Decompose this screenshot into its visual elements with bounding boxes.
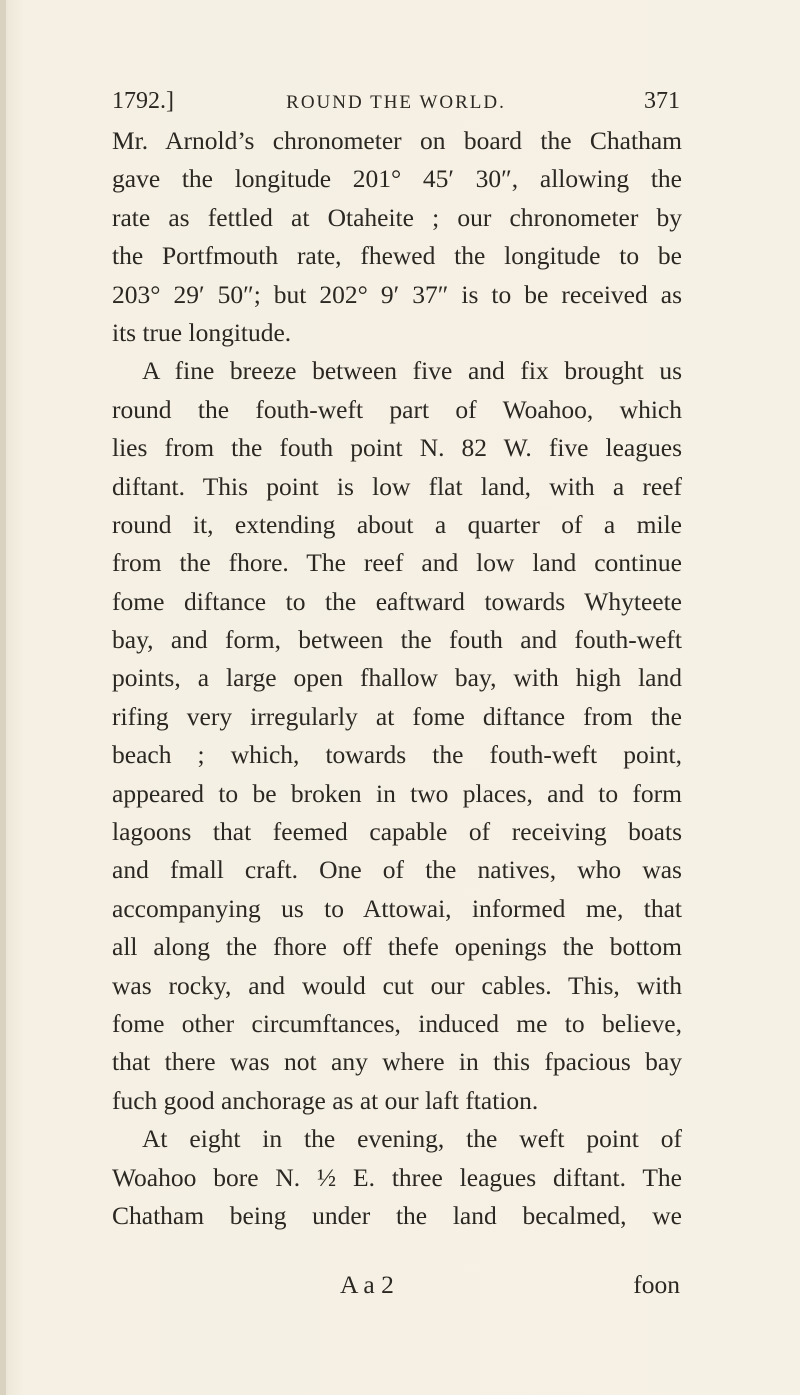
text-line: accompanying us to Attowai, informed me, that bbox=[112, 893, 682, 923]
text-line: diftant. This point is low flat land, with a reef bbox=[112, 471, 682, 501]
header-page-number: 371 bbox=[644, 88, 680, 114]
text-line: fuch good anchorage as at our laft ftation. bbox=[112, 1085, 539, 1115]
running-header bbox=[112, 88, 680, 122]
text-line: rate as fettled at Otaheite ; our chronometer by bbox=[112, 202, 682, 232]
text-line: fome other circumftances, induced me to believe, bbox=[112, 1008, 682, 1038]
text-line: and fmall craft. One of the natives, who was bbox=[112, 855, 682, 885]
text-line: gave the longitude 201° 45′ 30″, allowing the bbox=[112, 164, 682, 194]
text-line: the Portfmouth rate, fhewed the longitude to be bbox=[112, 241, 682, 271]
text-line: lies from the fouth point N. 82 W. five leagues bbox=[112, 433, 682, 463]
text-line: its true longitude. bbox=[112, 317, 292, 347]
header-running-title: ROUND THE WORLD. bbox=[286, 92, 506, 113]
text-line: that there was not any where in this fpacious bay bbox=[112, 1047, 682, 1077]
page-footer bbox=[112, 1270, 680, 1304]
text-line: round it, extending about a quarter of a mile bbox=[112, 509, 682, 539]
text-line: beach ; which, towards the fouth-weft point, bbox=[112, 740, 682, 770]
text-line: Mr. Arnold’s chronometer on board the Chatham bbox=[112, 126, 682, 155]
text-line: bay, and form, between the fouth and fouth-weft bbox=[112, 625, 682, 655]
text-line: from the fhore. The reef and low land continue bbox=[112, 548, 682, 578]
catchword: foon bbox=[633, 1270, 680, 1299]
text-line: 203° 29′ 50″; but 202° 9′ 37″ is to be received as bbox=[112, 279, 682, 309]
page-gutter bbox=[0, 0, 6, 1395]
text-line: Chatham being under the land becalmed, we bbox=[112, 1200, 682, 1230]
text-line: fome diftance to the eaftward towards Whyteete bbox=[112, 586, 682, 616]
text-line: A fine breeze between five and fix brought us bbox=[142, 356, 682, 386]
text-line: lagoons that feemed capable of receiving boats bbox=[112, 817, 682, 847]
body-text bbox=[112, 122, 682, 1235]
text-line: At eight in the evening, the weft point of bbox=[142, 1124, 682, 1154]
text-line: points, a large open fhallow bay, with high land bbox=[112, 663, 682, 693]
text-line: rifing very irregularly at fome diftance from the bbox=[112, 701, 682, 731]
text-line: all along the fhore off thefe openings the bottom bbox=[112, 932, 682, 962]
text-line: appeared to be broken in two places, and to form bbox=[112, 778, 682, 808]
header-year: 1792.] bbox=[112, 88, 174, 114]
text-line: round the fouth-weft part of Woahoo, which bbox=[112, 394, 682, 424]
text-line: Woahoo bore N. ½ E. three leagues diftant. The bbox=[112, 1162, 682, 1192]
signature-mark: A a 2 bbox=[340, 1270, 394, 1299]
text-line: was rocky, and would cut our cables. This, with bbox=[112, 970, 682, 1000]
